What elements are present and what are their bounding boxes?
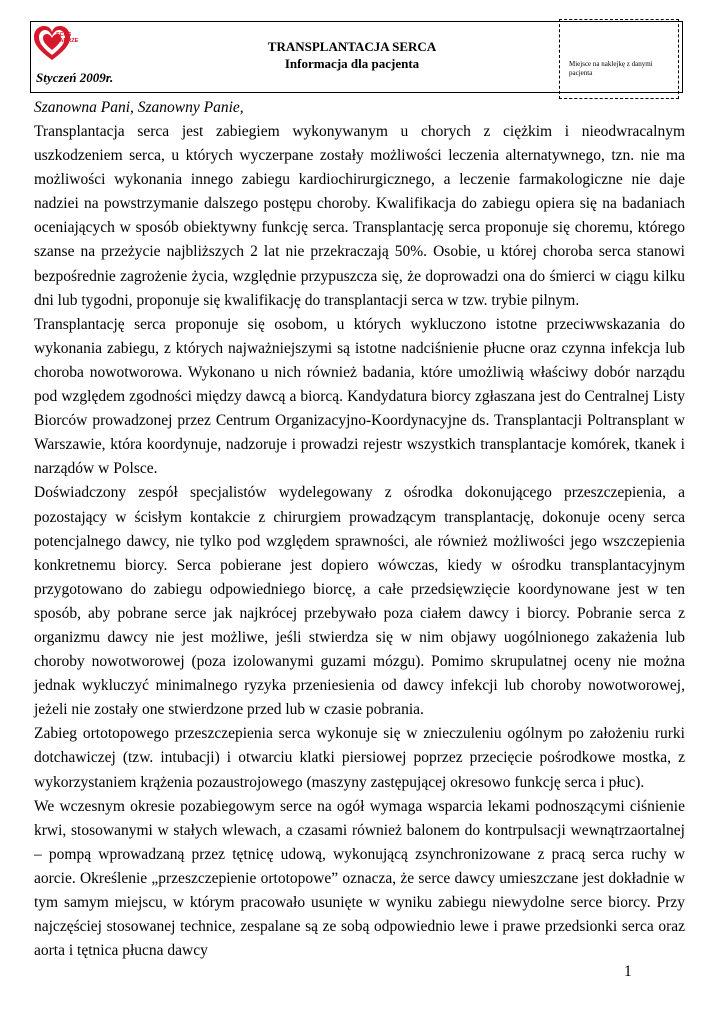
greeting: Szanowna Pani, Szanowny Panie,: [34, 99, 244, 116]
document-subtitle: Informacja dla pacjenta: [284, 56, 420, 71]
patient-sticker-placeholder: [559, 19, 679, 99]
paragraph: We wczesnym okresie pozabiegowym serce na ogół wymaga wsparcia lekami podnoszącymi ciśnienie krwi, stosowanymi w stałych wlewach, a czasami również balonem do kontrpulsacji wewnątrzaortalnej – pompą wprowadzaną przez tętnicę udową, wykonującą zsynchronizowane z pracą serca ruchy w aorcie. Określenie „przeszczepienie ortotopowe” oznacza, że serce dawcy umieszczane jest dokładnie w tym samym miejscu, w którym pracowało usunięte w wyniku zabiegu niewydolne serce biorcy. Przy najczęściej stosowanej technice, zespalane są ze sobą odpowiednio lewe i prawe przedsionki serca oraz aorta i tętnica płucna dawcy: [34, 797, 685, 960]
hospital-logo: [32, 24, 96, 64]
paragraph: Transplantację serca proponuje się osobom, u których wykluczono istotne przeciwwskazania do wykonania zabiegu, z których najważniejszymi są istotne nadciśnienie płucne oraz czynna infekcja lub choroba nowotworowa. Wykonano u nich również badania, które umożliwią właściwy dobór narządu pod względem zgodności między dawcą a biorcą. Kandydatura biorcy zgłaszana jest do Centralnej Listy Biorców prowadzonej przez Centrum Organizacyjno-Koordynacyjne ds. Transplantacji Poltransplant w Warszawie, która koordynuje, nadzoruje i prowadzi rejestr wszystkich transplantacje komórek, tkanek i narządów w Polsce.: [34, 315, 685, 478]
page-number: 1: [624, 963, 632, 980]
sticker-label: Miejsce na naklejkę z danymi pacjenta: [569, 60, 653, 77]
logo-text: SCCS ZABRZE: [56, 32, 79, 44]
paragraph: Transplantacja serca jest zabiegiem wykonywanym u chorych z ciężkim i nieodwracalnym uszkodzeniem serca, u których wyczerpane zostały możliwości leczenia alternatywnego, tzn. nie ma możliwości wykonania innego zabiegu kardiochirurgicznego, a leczenie farmakologiczne nie daje nadziei na powstrzymanie dalszego postępu choroby. Kwalifikacja do zabiegu opiera się na badaniach oceniających w sposób obiektywny funkcję serca. Transplantację serca proponuje się choremu, którego szanse na przeżycie najbliższych 2 lat nie przekraczają 50%. Osobie, u której choroba serca stanowi bezpośrednie zagrożenie życia, względnie przypuszcza się, że doprowadzi ona do śmierci w ciągu kilku dni lub tygodni, proponuje się kwalifikację do transplantacji serca w tzw. trybie pilnym.: [34, 123, 685, 309]
paragraph: Doświadczony zespół specjalistów wydelegowany z ośrodka dokonującego przeszczepienia, a pozostający w ścisłym kontakcie z chirurgiem prowadzącym transplantację, dokonuje oceny serca potencjalnego dawcy, nie tylko pod względem sprawności, ale również możliwości jego wszczepienia konkretnemu biorcy. Serca pobierane jest dopiero wówczas, kiedy w ośrodku transplantacyjnym przygotowano do zabiegu odpowiedniego biorcę, a całe przedsięwzięcie koordynowane jest w ten sposób, aby pobrane serce jak najkrócej przebywało poza ciałem dawcy i biorcy. Pobranie serca z organizmu dawcy nie jest możliwe, jeśli stwierdza się w nim objawy uogólnionego zakażenia lub choroby nowotworowej (poza izolowanymi guzami mózgu). Pomimo skrupulatnej oceny nie można jednak wykluczyć minimalnego ryzyka przeniesienia od dawcy infekcji lub choroby nowotworowej, jeżeli nie zostały one stwierdzone przed lub w czasie pobrania.: [34, 484, 685, 719]
document-title: TRANSPLANTACJA SERCA: [267, 39, 437, 54]
paragraph: Zabieg ortotopowego przeszczepienia serca wykonuje się w znieczuleniu ogólnym po założeniu rurki dotchawiczej (tzw. intubacji) i otwarciu klatki piersiowej poprzez przecięcie pośrodkowe mostka, z wykorzystaniem krążenia pozaustrojowego (maszyny zastępującej okresowo funkcję serca i płuc).: [34, 725, 685, 791]
document-date: Styczeń 2009r.: [36, 70, 114, 85]
body-text: [34, 120, 685, 963]
